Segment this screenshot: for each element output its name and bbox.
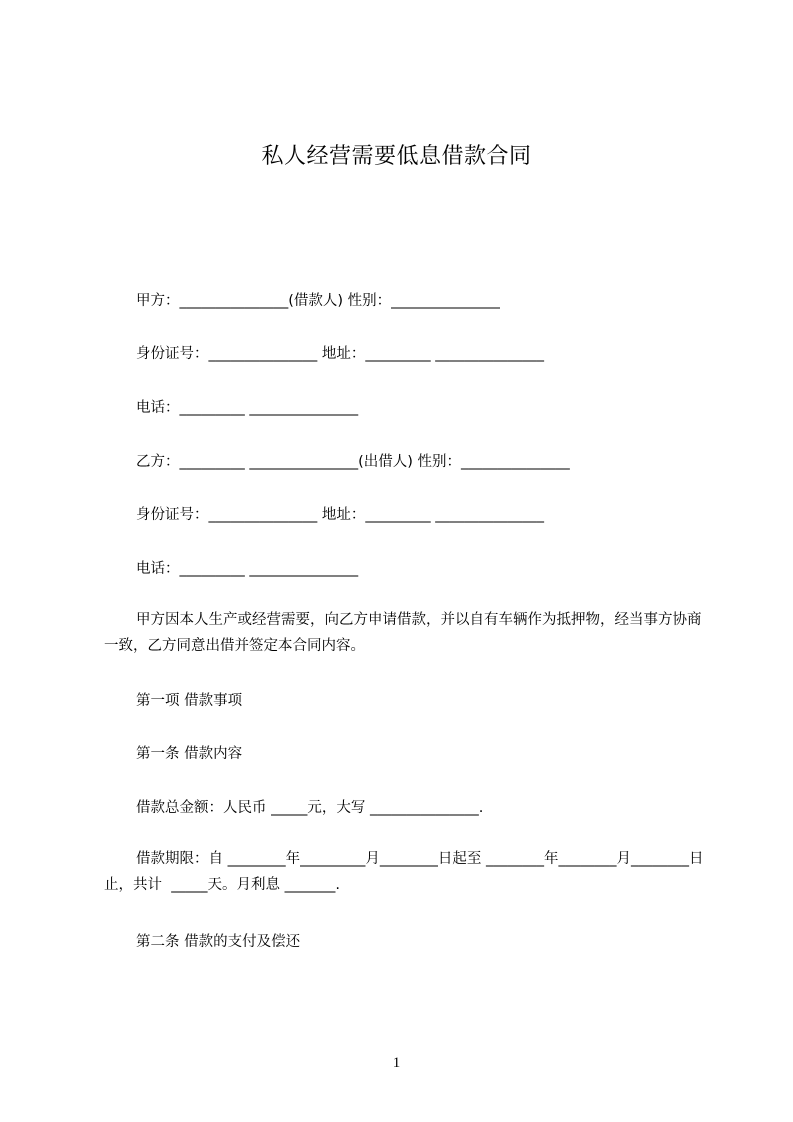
party-b-phone-line: 电话：_________ _______________ [136,561,359,577]
page-title: 私人经营需要低息借款合同 [261,144,532,169]
party-b-line: 乙方：_________ _______________(出借人) 性别：_______________ [136,454,570,470]
party-a-line: 甲方：_______________(借款人) 性别：_______________ [136,293,500,309]
party-b-id-line: 身份证号：_______________ 地址：_________ _______________ [136,507,544,523]
section-1-heading: 第一项 借款事项 [136,693,243,709]
intro-paragraph: 甲方因本人生产或经营需要，向乙方申请借款，并以自有车辆作为抵押物，经当事方协商一致，乙方同意出借并签定本合同内容。 [104,612,702,654]
party-a-phone-line: 电话：_________ _______________ [136,400,359,416]
article-2-heading: 第二条 借款的支付及偿还 [136,934,301,950]
party-a-id-line: 身份证号：_______________ 地址：_________ _______________ [136,346,544,362]
loan-term-paragraph: 借款期限：自 ________年_________月________日起至 ________年________月________日止，共计 _____天。月利息 _______. [104,851,704,893]
article-1-heading: 第一条 借款内容 [136,746,243,762]
page-number: 1 [392,1055,401,1071]
loan-amount-line: 借款总金额：人民币 _____元，大写 _______________. [136,800,484,816]
